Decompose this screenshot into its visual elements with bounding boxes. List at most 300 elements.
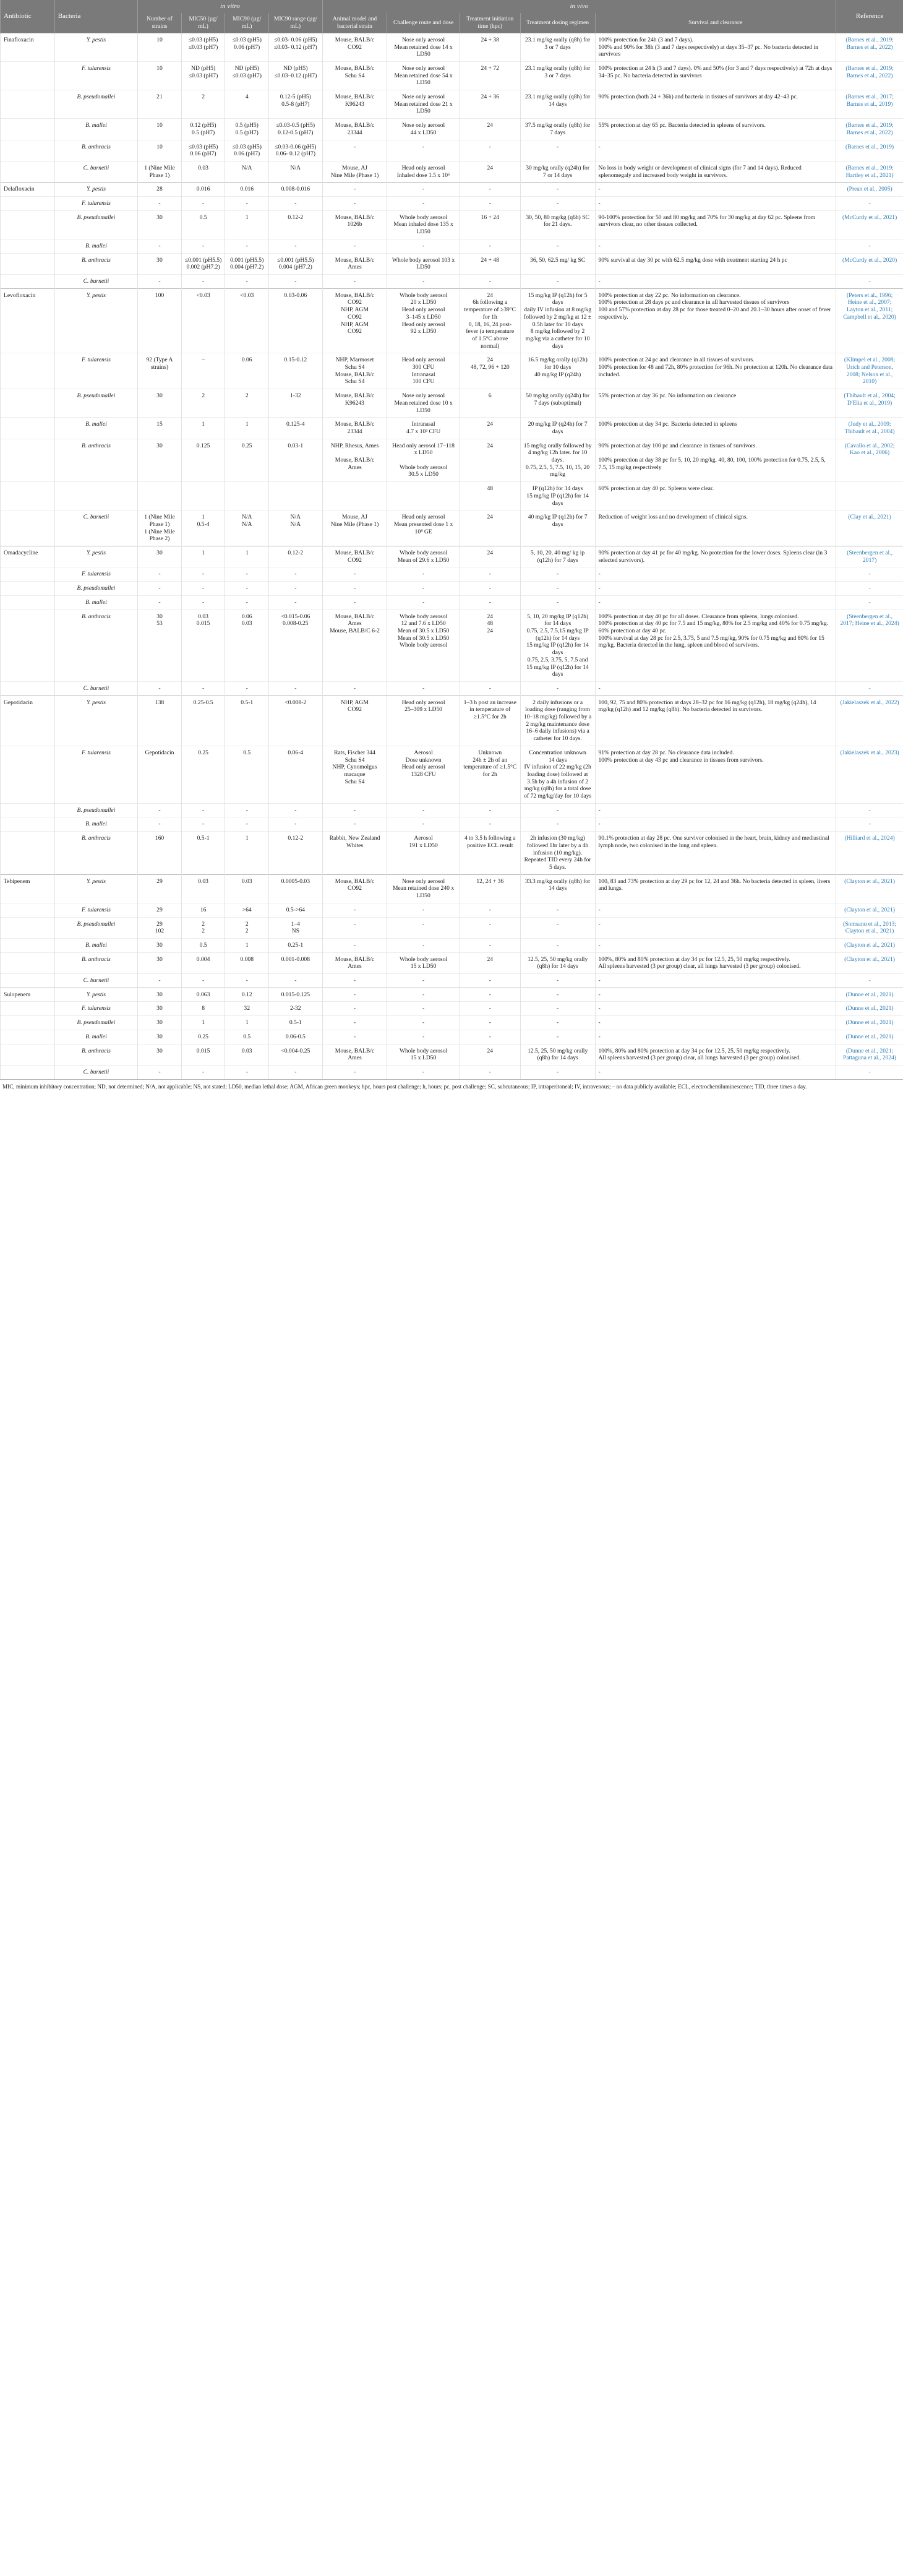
table-row (1, 803, 903, 817)
initiation-time-cell: - (460, 183, 520, 197)
mic50-cell: 1 (181, 546, 225, 567)
mic90-range-cell: 1-32 (269, 389, 323, 418)
initiation-time-cell: 24 (460, 952, 520, 973)
bacteria-cell: Y. pestis (54, 988, 137, 1002)
bacteria-cell: B. pseudomallei (54, 917, 137, 938)
mic50-cell: - (181, 582, 225, 596)
mic90-range-cell: 0.25-1 (269, 938, 323, 952)
survival-cell: - (595, 974, 836, 988)
mic50-cell: 0.03 (181, 874, 225, 903)
bacteria-cell: C. burnetii (54, 974, 137, 988)
challenge-route-cell: - (387, 567, 460, 582)
bacteria-cell: C. burnetii (54, 1065, 137, 1079)
initiation-time-cell: 24 48, 72, 96 + 120 (460, 353, 520, 389)
strains-cell: 29 (138, 874, 182, 903)
table-row (1, 389, 903, 418)
table-container (0, 0, 903, 1095)
bacteria-cell: B. pseudomallei (54, 90, 137, 119)
table-row (1, 567, 903, 582)
strains-cell (138, 482, 182, 510)
header-treatment-initiation: Treatment initiation time (hpc) (460, 13, 520, 33)
mic50-cell: 1 0.5-4 (181, 510, 225, 546)
header-number-of-strains: Number of strains (138, 13, 182, 33)
reference-cell: (Judy et al., 2009; Thibault et al., 2004) (836, 418, 903, 439)
mic90-range-cell: - (269, 239, 323, 253)
header-in-vivo: in vivo (322, 0, 836, 13)
reference-cell: (Peters et al., 1996; Heine et al., 2007; Layton et al., 2011; Campbell et al., 2020) (836, 288, 903, 353)
challenge-route-cell: - (387, 1016, 460, 1030)
initiation-time-cell: - (460, 817, 520, 832)
animal-model-cell: - (322, 917, 387, 938)
mic90-cell: - (225, 239, 269, 253)
initiation-time-cell: 24 + 48 (460, 253, 520, 274)
mic90-cell: 0.5-1 (225, 696, 269, 746)
antibiotic-cell (1, 140, 55, 161)
bacteria-cell (54, 482, 137, 510)
reference-cell: - (836, 239, 903, 253)
survival-cell: - (595, 681, 836, 696)
antibiotic-cell (1, 90, 55, 119)
initiation-time-cell: 1–3 h post an increase in temperature of ≥1.5°C for 2h (460, 696, 520, 746)
challenge-route-cell: - (387, 1065, 460, 1079)
reference-cell: (Barnes et al., 2019) (836, 140, 903, 161)
survival-cell: - (595, 567, 836, 582)
mic50-cell: ≤0.001 (pH5.5) 0.002 (pH7.2) (181, 253, 225, 274)
table-row (1, 917, 903, 938)
antibiotic-cell (1, 1065, 55, 1079)
initiation-time-cell: - (460, 140, 520, 161)
mic90-cell: - (225, 681, 269, 696)
mic90-cell: 0.25 (225, 439, 269, 482)
table-row (1, 353, 903, 389)
table-row (1, 90, 903, 119)
challenge-route-cell: - (387, 974, 460, 988)
antibiotic-cell (1, 161, 55, 182)
strains-cell: 10 (138, 119, 182, 140)
mic50-cell: - (181, 681, 225, 696)
dosing-regimen-cell: - (520, 681, 595, 696)
initiation-time-cell: - (460, 582, 520, 596)
antibiotic-cell (1, 595, 55, 610)
challenge-route-cell: - (387, 988, 460, 1002)
table-row (1, 1065, 903, 1079)
initiation-time-cell: 24 (460, 510, 520, 546)
dosing-regimen-cell: Concentration unknown 14 days IV infusion of 22 mg/kg (2h loading dose) followed at 3.5h by a 4h infusion of 2 mg/kg (q8h) for a total dose of 72 mg/kg/day for 10 days (520, 746, 595, 803)
table-row (1, 418, 903, 439)
table-row (1, 239, 903, 253)
animal-model-cell: Mouse, BALB/c 23344 (322, 119, 387, 140)
challenge-route-cell: Whole body aerosol 20 x LD50 Head only aerosol 3–145 x LD50 Head only aerosol 92 x LD50 (387, 288, 460, 353)
initiation-time-cell: - (460, 681, 520, 696)
challenge-route-cell: Whole body aerosol 15 x LD50 (387, 1044, 460, 1065)
mic50-cell: - (181, 274, 225, 288)
challenge-route-cell: Whole body aerosol 12 and 7.6 x LD50 Mean of 30.5 x LD50 Mean of 30.5 x LD50 Whole body aerosol (387, 610, 460, 681)
animal-model-cell: - (322, 803, 387, 817)
reference-cell: (Dunne et al., 2021) (836, 1016, 903, 1030)
mic50-cell: 16 (181, 903, 225, 917)
antibiotic-cell: Levofloxacin (1, 288, 55, 353)
dosing-regimen-cell: 5, 10, 20, 40 mg/ kg ip (q12h) for 7 days (520, 546, 595, 567)
initiation-time-cell: - (460, 974, 520, 988)
dosing-regimen-cell: - (520, 239, 595, 253)
animal-model-cell: Rabbit, New Zealand Whites (322, 832, 387, 875)
antibiotic-cell (1, 903, 55, 917)
dosing-regimen-cell: 12.5, 25, 50 mg/kg orally (q8h) for 14 days (520, 952, 595, 973)
reference-cell: - (836, 817, 903, 832)
antibiotic-cell (1, 418, 55, 439)
mic90-range-cell: - (269, 817, 323, 832)
dosing-regimen-cell: 30 mg/kg orally (q24h) for 7 or 14 days (520, 161, 595, 182)
bacteria-cell: B. mallei (54, 418, 137, 439)
challenge-route-cell: - (387, 817, 460, 832)
animal-model-cell: Mouse, BALB/c Ames Mouse, BALB/C 6-2 (322, 610, 387, 681)
challenge-route-cell: Nose only aerosol 44 x LD50 (387, 119, 460, 140)
antibiotic-cell: Delafloxacin (1, 183, 55, 197)
mic50-cell: 0.004 (181, 952, 225, 973)
dosing-regimen-cell: IP (q12h) for 14 days 15 mg/kg IP (q12h) for 14 days (520, 482, 595, 510)
mic90-range-cell: - (269, 197, 323, 211)
bacteria-cell: C. burnetii (54, 681, 137, 696)
mic50-cell: - (181, 197, 225, 211)
challenge-route-cell: - (387, 582, 460, 596)
challenge-route-cell: Aerosol Dose unknown Head only aerosol 1328 CFU (387, 746, 460, 803)
header-survival-clearance: Survival and clearance (595, 13, 836, 33)
mic90-cell: >64 (225, 903, 269, 917)
header-antibiotic: Antibiotic (1, 0, 55, 33)
dosing-regimen-cell: 37.5 mg/kg orally (q8h) for 7 days (520, 119, 595, 140)
dosing-regimen-cell: - (520, 917, 595, 938)
dosing-regimen-cell: 30, 50, 80 mg/kg (q6h) SC for 21 days. (520, 210, 595, 239)
mic50-cell (181, 482, 225, 510)
mic90-cell: 0.03 (225, 874, 269, 903)
table-row (1, 1002, 903, 1016)
mic50-cell: - (181, 1065, 225, 1079)
mic90-range-cell: - (269, 803, 323, 817)
survival-cell: 90% protection at day 41 pc for 40 mg/kg. No protection for the lower doses. Spleens clear (in 3 selected survivors). (595, 546, 836, 567)
mic90-range-cell: ≤0.001 (pH5.5) 0.004 (pH7.2) (269, 253, 323, 274)
mic90-range-cell: ≤0.03-0.06 (pH5) 0.06- 0.12 (pH7) (269, 140, 323, 161)
header-dosing-regimen: Treatment dosing regimen (520, 13, 595, 33)
initiation-time-cell: 4 to 3.5 h following a positive ECL result (460, 832, 520, 875)
animal-model-cell: Mouse, BALB/c Ames (322, 253, 387, 274)
reference-cell: (Clayton et al., 2021) (836, 874, 903, 903)
table-row (1, 696, 903, 746)
challenge-route-cell: Intranasal 4.7 x 10³ CFU (387, 418, 460, 439)
bacteria-cell: C. burnetii (54, 161, 137, 182)
challenge-route-cell: Whole body aerosol Mean of 29.6 x LD50 (387, 546, 460, 567)
mic90-cell: - (225, 803, 269, 817)
mic90-cell: 1 (225, 1016, 269, 1030)
survival-cell: 55% protection at day 36 pc. No information on clearance (595, 389, 836, 418)
table-row (1, 1044, 903, 1065)
animal-model-cell: - (322, 1016, 387, 1030)
challenge-route-cell: Head only aerosol Inhaled dose 1.5 x 10⁶ (387, 161, 460, 182)
strains-cell: - (138, 197, 182, 211)
mic90-cell: 0.5 (225, 1030, 269, 1044)
table-row (1, 595, 903, 610)
animal-model-cell: Mouse, BALB/c 1026b (322, 210, 387, 239)
mic50-cell: 0.015 (181, 1044, 225, 1065)
mic90-range-cell: 0.015-0.125 (269, 988, 323, 1002)
mic90-cell: 0.016 (225, 183, 269, 197)
mic90-cell: - (225, 974, 269, 988)
dosing-regimen-cell: 50 mg/kg orally (q24h) for 7 days (suboptimal) (520, 389, 595, 418)
survival-cell: Reduction of weight loss and no development of clinical signs. (595, 510, 836, 546)
reference-cell: (Barnes et al., 2019; Barnes et al., 2022) (836, 61, 903, 90)
mic90-range-cell: 0.15-0.12 (269, 353, 323, 389)
initiation-time-cell: - (460, 803, 520, 817)
strains-cell: 29 (138, 903, 182, 917)
mic90-range-cell: 0.03-0.06 (269, 288, 323, 353)
strains-cell: 30 (138, 546, 182, 567)
animal-model-cell: Mouse, BALB/c Ames (322, 1044, 387, 1065)
challenge-route-cell: Whole body aerosol 103 x LD50 (387, 253, 460, 274)
reference-cell: (Dunne et al., 2021) (836, 988, 903, 1002)
mic90-range-cell: 0.12-2 (269, 832, 323, 875)
initiation-time-cell: 24 + 38 (460, 33, 520, 61)
mic90-range-cell: N/A (269, 161, 323, 182)
table-row (1, 832, 903, 875)
mic50-cell: - (181, 595, 225, 610)
table-row (1, 952, 903, 973)
mic90-range-cell (269, 482, 323, 510)
reference-cell: - (836, 681, 903, 696)
challenge-route-cell: Nose only aerosol Mean retained dose 54 x LD50 (387, 61, 460, 90)
mic90-range-cell: 2-32 (269, 1002, 323, 1016)
mic90-range-cell: 0.12-2 (269, 210, 323, 239)
animal-model-cell: - (322, 140, 387, 161)
antibiotic-data-table (0, 0, 903, 1079)
challenge-route-cell: - (387, 595, 460, 610)
mic50-cell: 0.25-0.5 (181, 696, 225, 746)
initiation-time-cell: 24 (460, 439, 520, 482)
reference-cell: - (836, 974, 903, 988)
header-in-vitro: in vitro (138, 0, 322, 13)
antibiotic-cell (1, 253, 55, 274)
strains-cell: - (138, 274, 182, 288)
dosing-regimen-cell: - (520, 1065, 595, 1079)
strains-cell: 10 (138, 140, 182, 161)
antibiotic-cell (1, 803, 55, 817)
bacteria-cell: B. pseudomallei (54, 582, 137, 596)
initiation-time-cell: 24 (460, 418, 520, 439)
table-row (1, 161, 903, 182)
bacteria-cell: B. pseudomallei (54, 210, 137, 239)
initiation-time-cell: - (460, 197, 520, 211)
animal-model-cell: - (322, 938, 387, 952)
challenge-route-cell: Aerosol 191 x LD50 (387, 832, 460, 875)
initiation-time-cell: - (460, 595, 520, 610)
strains-cell: 30 (138, 1044, 182, 1065)
table-row (1, 582, 903, 596)
dosing-regimen-cell: - (520, 567, 595, 582)
dosing-regimen-cell: 15 mg/kg orally followed by 4 mg/kg 12h later. for 10 days. 0.75, 2.5, 5, 7.5, 10, 15, 20 mg/kg (520, 439, 595, 482)
reference-cell: - (836, 274, 903, 288)
survival-cell: 100% protection at day 34 pc. Bacteria detected in spleens (595, 418, 836, 439)
antibiotic-cell: Sulopenem (1, 988, 55, 1002)
table-body (1, 33, 903, 1079)
dosing-regimen-cell: 33.3 mg/kg orally (q8h) for 14 days (520, 874, 595, 903)
mic90-range-cell: 0.125-4 (269, 418, 323, 439)
initiation-time-cell: - (460, 567, 520, 582)
mic90-cell: 0.06 (225, 353, 269, 389)
survival-cell: - (595, 197, 836, 211)
challenge-route-cell: Head only aerosol 25–309 x LD50 (387, 696, 460, 746)
initiation-time-cell: Unknown 24h ± 2h of an temperature of ≥1.5°C for 2h (460, 746, 520, 803)
header-mic90: MIC90 (µg/ mL) (225, 13, 269, 33)
challenge-route-cell: - (387, 903, 460, 917)
dosing-regimen-cell: - (520, 1030, 595, 1044)
challenge-route-cell: Nose only aerosol Mean retained dose 240 x LD50 (387, 874, 460, 903)
mic90-cell: 1 (225, 546, 269, 567)
animal-model-cell: - (322, 1030, 387, 1044)
mic90-cell: - (225, 817, 269, 832)
challenge-route-cell: - (387, 938, 460, 952)
bacteria-cell: F. tularensis (54, 567, 137, 582)
antibiotic-cell (1, 582, 55, 596)
survival-cell: - (595, 274, 836, 288)
strains-cell: 28 (138, 183, 182, 197)
reference-cell: (Cavallo et al., 2002; Kao et al., 2006) (836, 439, 903, 482)
table-row (1, 253, 903, 274)
antibiotic-cell: Omadacycline (1, 546, 55, 567)
initiation-time-cell: 24 6h following a temperature of ≥39°C for 1h 0, 18, 16, 24 post-fever (a temperature of 1.5°C above normal) (460, 288, 520, 353)
bacteria-cell: Y. pestis (54, 546, 137, 567)
mic90-range-cell: N/A N/A (269, 510, 323, 546)
mic90-cell: 0.03 (225, 1044, 269, 1065)
initiation-time-cell: 24 (460, 546, 520, 567)
table-row (1, 119, 903, 140)
strains-cell: 30 (138, 1016, 182, 1030)
antibiotic-cell (1, 817, 55, 832)
dosing-regimen-cell: 12.5, 25, 50 mg/kg orally (q8h) for 14 days (520, 1044, 595, 1065)
bacteria-cell: Y. pestis (54, 696, 137, 746)
bacteria-cell: F. tularensis (54, 1002, 137, 1016)
reference-cell: - (836, 567, 903, 582)
survival-cell: 100% protection at 24 h (3 and 7 days). 0% and 50% (for 3 and 7 days respectively) at 72h at days 34–35 pc. No bacteria detected in survivors (595, 61, 836, 90)
survival-cell: - (595, 239, 836, 253)
table-row (1, 288, 903, 353)
initiation-time-cell: 24 + 72 (460, 61, 520, 90)
antibiotic-cell (1, 567, 55, 582)
reference-cell: (Dunne et al., 2021) (836, 1030, 903, 1044)
dosing-regimen-cell: - (520, 938, 595, 952)
animal-model-cell: Mouse, BALB/c CO92 (322, 33, 387, 61)
strains-cell: - (138, 567, 182, 582)
mic50-cell: - (181, 974, 225, 988)
mic90-cell: 2 2 (225, 917, 269, 938)
survival-cell: 90.1% protection at day 28 pc. One survivor colonised in the heart, brain, kidney and mediastinal lymph node, two colonised in the lung and spleen. (595, 832, 836, 875)
animal-model-cell: Mouse, BALB/c K96243 (322, 389, 387, 418)
antibiotic-cell (1, 1016, 55, 1030)
bacteria-cell: B. mallei (54, 595, 137, 610)
antibiotic-cell (1, 197, 55, 211)
dosing-regimen-cell: 16.5 mg/kg orally (q12h) for 10 days 40 mg/kg IP (q24h) (520, 353, 595, 389)
initiation-time-cell: 48 (460, 482, 520, 510)
mic90-range-cell: 0.03-1 (269, 439, 323, 482)
animal-model-cell (322, 482, 387, 510)
mic50-cell: 0.25 (181, 1030, 225, 1044)
antibiotic-cell (1, 938, 55, 952)
challenge-route-cell: Nose only aerosol Mean retained dose 14 x LD50 (387, 33, 460, 61)
table-row (1, 610, 903, 681)
mic90-cell: 32 (225, 1002, 269, 1016)
table-footnote: MIC, minimum inhibitory concentration; ND, not determined; N/A, not applicable; NS, not stated; LD50, median lethal dose; AGM, African green monkeys; hpc, hours post challenge; h, hours; pc, post challenge; SC, subcutaneous; IP, intraperitoneal; IV, intravenous; – no data publicly available; ECL, electrochemiluminescence; TID, three times a day. (0, 1079, 903, 1095)
reference-cell: - (836, 1065, 903, 1079)
reference-cell: (Barnes et al., 2019; Barnes et al., 2022) (836, 119, 903, 140)
reference-cell: (Clayton et al., 2021) (836, 903, 903, 917)
animal-model-cell: - (322, 582, 387, 596)
mic90-cell: - (225, 595, 269, 610)
mic50-cell: 0.125 (181, 439, 225, 482)
strains-cell: 29 102 (138, 917, 182, 938)
mic90-range-cell: <0.008-2 (269, 696, 323, 746)
dosing-regimen-cell: - (520, 974, 595, 988)
survival-cell: - (595, 183, 836, 197)
survival-cell: - (595, 988, 836, 1002)
animal-model-cell: - (322, 1002, 387, 1016)
antibiotic-cell (1, 1002, 55, 1016)
challenge-route-cell: - (387, 681, 460, 696)
mic90-range-cell: ≤0.03-0.5 (pH5) 0.12-0.5 (pH7) (269, 119, 323, 140)
challenge-route-cell (387, 482, 460, 510)
animal-model-cell: Mouse, BALB/c K96243 (322, 90, 387, 119)
challenge-route-cell: Whole body aerosol 15 x LD50 (387, 952, 460, 973)
antibiotic-cell (1, 353, 55, 389)
strains-cell: 1 (Nine Mile Phase 1) (138, 161, 182, 182)
strains-cell: - (138, 817, 182, 832)
header-mic50: MIC50 (µg/ mL) (181, 13, 225, 33)
survival-cell: 100% protection at day 22 pc. No information on clearance. 100% protection at 28 days pc and clearance in all harvested tissues of survivors 100 and 57% protection at day 28 pc for those treated 0–20 and 20.1–30 hours after onset of fever respectively. (595, 288, 836, 353)
initiation-time-cell: - (460, 1030, 520, 1044)
strains-cell: 30 (138, 389, 182, 418)
table-row (1, 746, 903, 803)
mic90-range-cell: - (269, 681, 323, 696)
mic90-range-cell: - (269, 582, 323, 596)
mic90-cell: N/A N/A (225, 510, 269, 546)
survival-cell: 100% protection for 24h (3 and 7 days). 100% and 90% for 38h (3 and 7 days respectively) at days 35–37 pc. No bacteria detected in survivors (595, 33, 836, 61)
mic90-range-cell: ND (pH5) ≤0.03–0.12 (pH7) (269, 61, 323, 90)
mic90-range-cell: 0.5->64 (269, 903, 323, 917)
bacteria-cell: Y. pestis (54, 288, 137, 353)
table-row (1, 482, 903, 510)
initiation-time-cell: - (460, 1065, 520, 1079)
mic90-cell: ≤0.03 (pH5) 0.06 (pH7) (225, 33, 269, 61)
antibiotic-cell (1, 681, 55, 696)
strains-cell: 100 (138, 288, 182, 353)
antibiotic-cell (1, 917, 55, 938)
antibiotic-cell (1, 239, 55, 253)
mic90-cell: 4 (225, 90, 269, 119)
strains-cell: 30 (138, 1002, 182, 1016)
survival-cell: 60% protection at day 40 pc. Spleens were clear. (595, 482, 836, 510)
bacteria-cell: B. anthracis (54, 439, 137, 482)
initiation-time-cell: 12, 24 + 36 (460, 874, 520, 903)
strains-cell: 30 (138, 253, 182, 274)
bacteria-cell: B. mallei (54, 817, 137, 832)
reference-cell: - (836, 595, 903, 610)
animal-model-cell: - (322, 681, 387, 696)
survival-cell: - (595, 917, 836, 938)
dosing-regimen-cell: - (520, 595, 595, 610)
mic90-cell: 1 (225, 832, 269, 875)
initiation-time-cell: 6 (460, 389, 520, 418)
mic90-cell: - (225, 567, 269, 582)
dosing-regimen-cell: - (520, 903, 595, 917)
strains-cell: 10 (138, 61, 182, 90)
challenge-route-cell: - (387, 183, 460, 197)
animal-model-cell: - (322, 274, 387, 288)
